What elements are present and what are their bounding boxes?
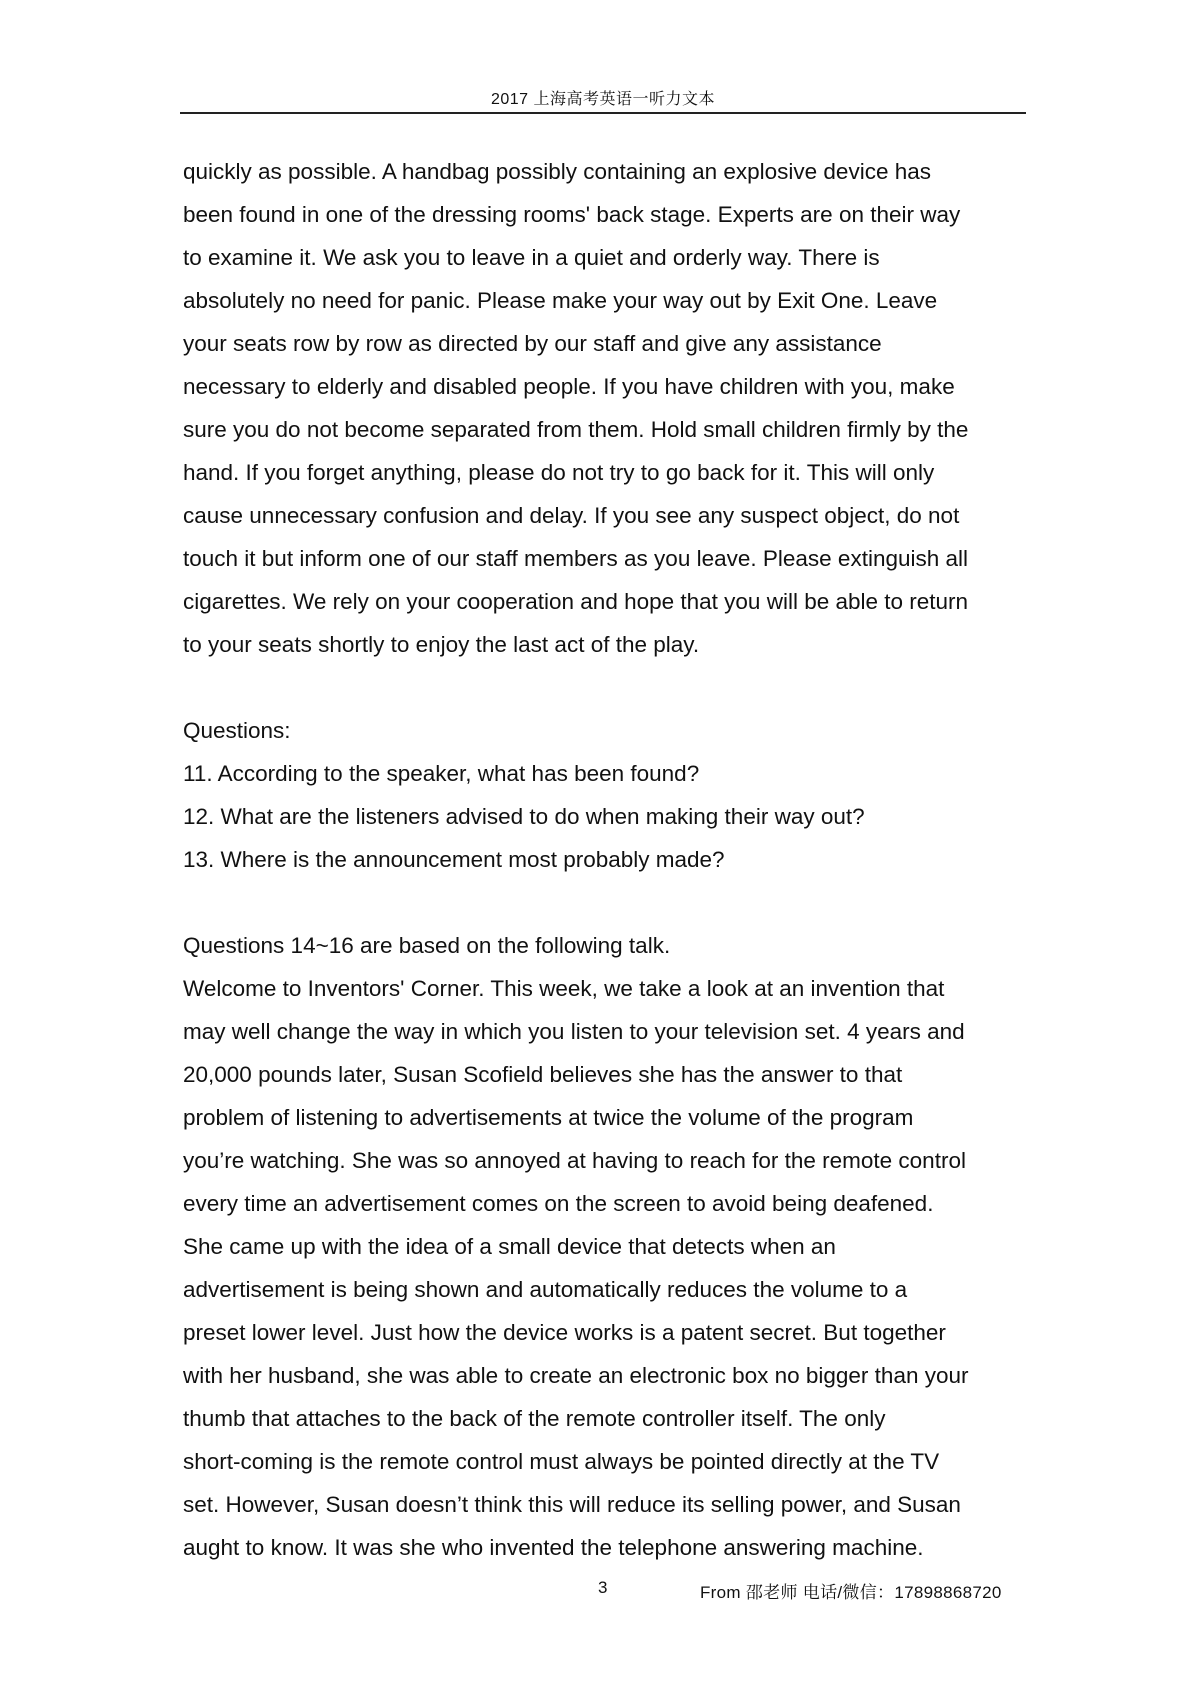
paragraph-gap bbox=[183, 881, 1029, 924]
question-item: 11. According to the speaker, what has been found? bbox=[183, 761, 700, 786]
question-item: 12. What are the listeners advised to do when making their way out? bbox=[183, 804, 865, 829]
text-line: with her husband, she was able to create an electronic box no bigger than your bbox=[183, 1363, 969, 1388]
page-number: 3 bbox=[598, 1578, 608, 1597]
text-line: advertisement is being shown and automatically reduces the volume to a bbox=[183, 1277, 908, 1302]
text-line: hand. If you forget anything, please do not try to go back for it. This will only bbox=[183, 460, 935, 485]
text-line: to examine it. We ask you to leave in a quiet and orderly way. There is bbox=[183, 245, 880, 270]
question-item: 13. Where is the announcement most probably made? bbox=[183, 847, 725, 872]
text-line: Welcome to Inventors' Corner. This week, we take a look at an invention that bbox=[183, 976, 945, 1001]
document-body bbox=[183, 150, 1029, 1569]
text-line: thumb that attaches to the back of the remote controller itself. The only bbox=[183, 1406, 886, 1431]
text-line: 20,000 pounds later, Susan Scofield believes she has the answer to that bbox=[183, 1062, 903, 1087]
questions-heading: Questions: bbox=[183, 718, 291, 743]
text-line: to your seats shortly to enjoy the last act of the play. bbox=[183, 632, 700, 657]
text-line: quickly as possible. A handbag possibly containing an explosive device has bbox=[183, 159, 931, 184]
text-line: your seats row by row as directed by our staff and give any assistance bbox=[183, 331, 882, 356]
header-divider bbox=[180, 112, 1026, 114]
text-line: cause unnecessary confusion and delay. If you see any suspect object, do not bbox=[183, 503, 960, 528]
text-line: cigarettes. We rely on your cooperation and hope that you will be able to return bbox=[183, 589, 969, 614]
text-line: sure you do not become separated from them. Hold small children firmly by the bbox=[183, 417, 969, 442]
text-line: necessary to elderly and disabled people. If you have children with you, make bbox=[183, 374, 955, 399]
text-line: you’re watching. She was so annoyed at having to reach for the remote control bbox=[183, 1148, 966, 1173]
text-line: aught to know. It was she who invented the telephone answering machine. bbox=[183, 1535, 924, 1560]
text-line: absolutely no need for panic. Please make your way out by Exit One. Leave bbox=[183, 288, 938, 313]
text-line: set. However, Susan doesn’t think this will reduce its selling power, and Susan bbox=[183, 1492, 961, 1517]
text-line: every time an advertisement comes on the screen to avoid being deafened. bbox=[183, 1191, 934, 1216]
text-line: preset lower level. Just how the device works is a patent secret. But together bbox=[183, 1320, 946, 1345]
page-header-title: 2017 上海高考英语一听力文本 bbox=[490, 91, 716, 108]
text-line: short-coming is the remote control must always be pointed directly at the TV bbox=[183, 1449, 940, 1474]
text-line: been found in one of the dressing rooms' back stage. Experts are on their way bbox=[183, 202, 961, 227]
text-line: may well change the way in which you listen to your television set. 4 years and bbox=[183, 1019, 965, 1044]
text-line: touch it but inform one of our staff members as you leave. Please extinguish all bbox=[183, 546, 969, 571]
text-line: problem of listening to advertisements at twice the volume of the program bbox=[183, 1105, 914, 1130]
talk-intro: Questions 14~16 are based on the following talk. bbox=[183, 933, 671, 958]
footer-contact: From 邵老师 电话/微信：17898868720 bbox=[700, 1583, 1002, 1602]
text-line: She came up with the idea of a small device that detects when an bbox=[183, 1234, 836, 1259]
paragraph-gap bbox=[183, 666, 1029, 709]
